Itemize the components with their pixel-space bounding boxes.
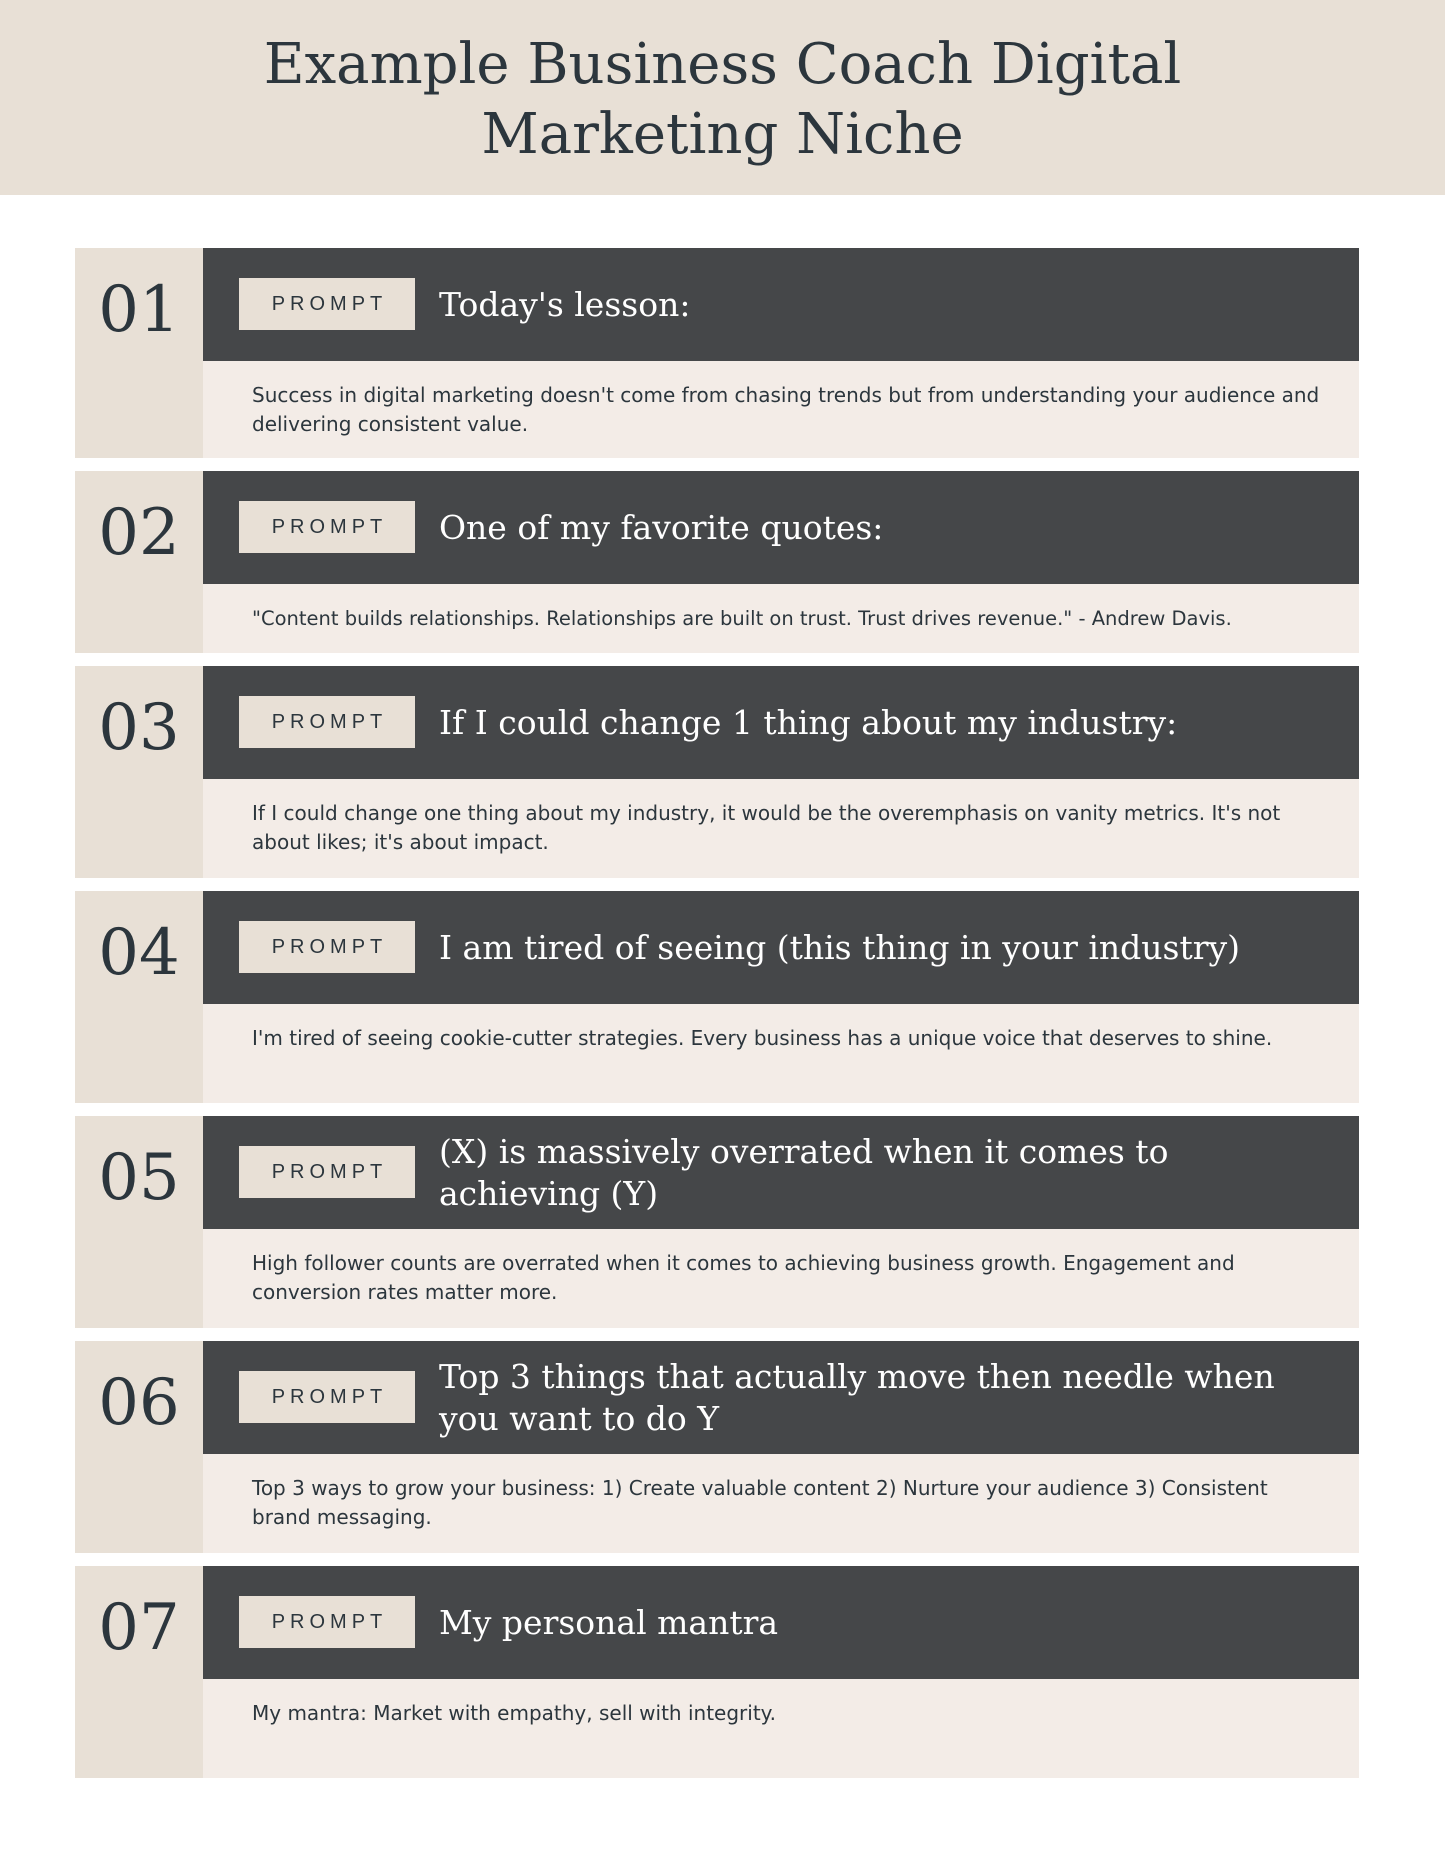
prompt-answer: "Content builds relationships. Relationships are built on trust. Trust drives revenue." - Andrew Davis. xyxy=(203,584,1359,653)
number-column xyxy=(75,471,203,653)
number-column xyxy=(75,666,203,878)
prompt-badge: PROMPT xyxy=(239,921,415,973)
prompt-row xyxy=(75,471,1359,653)
prompt-row xyxy=(75,1566,1359,1778)
number-column xyxy=(75,1116,203,1328)
prompt-header-bar xyxy=(203,248,1359,361)
prompt-body xyxy=(203,248,1359,458)
prompt-title: Today's lesson: xyxy=(439,284,691,324)
prompt-title: One of my favorite quotes: xyxy=(439,507,884,547)
prompt-title: Top 3 things that actually move then needle when you want to do Y xyxy=(439,1356,1275,1438)
prompt-row xyxy=(75,1116,1359,1328)
number-column xyxy=(75,1341,203,1553)
prompt-header-bar xyxy=(203,1116,1359,1229)
prompt-answer: If I could change one thing about my industry, it would be the overemphasis on vanity metrics. It's not about likes; it's about impact. xyxy=(203,779,1359,878)
prompt-answer: High follower counts are overrated when it comes to achieving business growth. Engagement and conversion rates matter more. xyxy=(203,1229,1359,1328)
prompt-badge: PROMPT xyxy=(239,501,415,553)
prompt-badge: PROMPT xyxy=(239,278,415,330)
number-column xyxy=(75,248,203,458)
prompt-number: 02 xyxy=(98,496,180,570)
prompt-badge: PROMPT xyxy=(239,1596,415,1648)
prompt-number: 07 xyxy=(98,1591,180,1665)
prompt-answer: I'm tired of seeing cookie-cutter strategies. Every business has a unique voice that deserves to shine. xyxy=(203,1004,1359,1103)
prompt-title: (X) is massively overrated when it comes to achieving (Y) xyxy=(439,1131,1169,1213)
prompt-header-bar xyxy=(203,666,1359,779)
prompt-row xyxy=(75,891,1359,1103)
page-title: Example Business Coach Digital Marketing Niche xyxy=(263,31,1182,167)
prompt-header-bar xyxy=(203,1341,1359,1454)
prompt-number: 01 xyxy=(98,273,180,347)
prompt-header-bar xyxy=(203,1566,1359,1679)
prompt-number: 04 xyxy=(98,916,180,990)
prompt-badge: PROMPT xyxy=(239,1146,415,1198)
prompt-header-bar xyxy=(203,891,1359,1004)
header-banner xyxy=(0,0,1445,195)
number-column xyxy=(75,891,203,1103)
prompt-body xyxy=(203,891,1359,1103)
prompt-number: 05 xyxy=(98,1141,180,1215)
prompt-row xyxy=(75,666,1359,878)
prompt-body xyxy=(203,1116,1359,1328)
prompt-row xyxy=(75,1341,1359,1553)
prompt-body xyxy=(203,1341,1359,1553)
prompt-title: My personal mantra xyxy=(439,1602,779,1642)
prompt-number: 06 xyxy=(98,1366,180,1440)
prompt-badge: PROMPT xyxy=(239,1371,415,1423)
number-column xyxy=(75,1566,203,1778)
prompt-number: 03 xyxy=(98,691,180,765)
prompt-body xyxy=(203,471,1359,653)
prompt-body xyxy=(203,666,1359,878)
prompt-answer: Top 3 ways to grow your business: 1) Create valuable content 2) Nurture your audience 3) Consistent brand messaging. xyxy=(203,1454,1359,1553)
prompt-body xyxy=(203,1566,1359,1778)
prompt-title: If I could change 1 thing about my industry: xyxy=(439,702,1178,742)
prompt-badge: PROMPT xyxy=(239,696,415,748)
prompt-header-bar xyxy=(203,471,1359,584)
prompt-answer: Success in digital marketing doesn't come from chasing trends but from understanding your audience and delivering consistent value. xyxy=(203,361,1359,458)
prompt-row xyxy=(75,248,1359,458)
prompt-title: I am tired of seeing (this thing in your industry) xyxy=(439,927,1241,967)
prompt-answer: My mantra: Market with empathy, sell with integrity. xyxy=(203,1679,1359,1778)
